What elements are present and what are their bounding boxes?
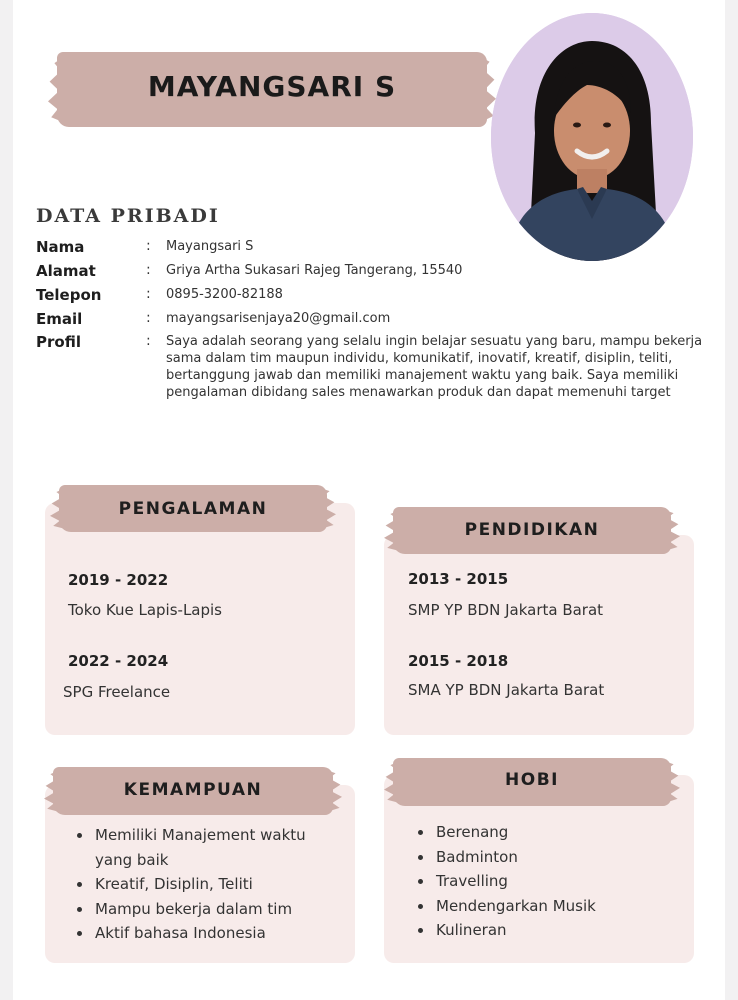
hobby-banner [393,758,671,806]
colon: : [146,310,151,326]
list-item: • Berenang [434,820,694,845]
skills-list [71,823,323,946]
colon: : [146,262,151,278]
info-label: Email [36,310,83,328]
list-item: • Travelling [434,869,694,894]
info-label: Alamat [36,262,96,280]
education-card [384,535,694,735]
colon: : [146,286,151,302]
info-value: Griya Artha Sukasari Rajeg Tangerang, 15540 [166,263,463,278]
info-value: Mayangsari S [166,239,254,254]
list-item: • Mampu bekerja dalam tim [93,897,323,922]
info-label: Nama [36,238,85,256]
education-heading: PENDIDIKAN [464,520,600,540]
experience-banner [59,485,327,532]
list-item: • Memiliki Manajement waktu yang baik [93,823,323,872]
info-label: Telepon [36,286,102,304]
profile-photo [491,13,693,261]
skills-heading: KEMAMPUAN [123,780,263,800]
list-item: • Mendengarkan Musik [434,894,694,919]
list-item: • Kulineran [434,918,694,943]
experience-place: Toko Kue Lapis-Lapis [68,601,222,619]
info-value: 0895-3200-82188 [166,287,283,302]
person-portrait-icon [491,13,693,261]
skills-banner [53,767,333,815]
info-value[interactable]: mayangsarisenjaya20@gmail.com [166,311,391,326]
list-item: • Badminton [434,845,694,870]
education-place: SMA YP BDN Jakarta Barat [408,681,605,699]
personal-data-heading: DATA PRIBADI [36,205,220,227]
name-banner [57,52,487,127]
hobby-heading: HOBI [505,770,559,790]
experience-years: 2022 - 2024 [68,652,169,670]
hobby-list [412,820,694,943]
experience-heading: PENGALAMAN [118,499,268,519]
resume-name: MAYANGSARI S [147,70,397,103]
info-value: Saya adalah seorang yang selalu ingin belajar sesuatu yang baru, mampu bekerja sama dalam tim maupun individu, komunikatif, inovatif, kreatif, disiplin, teliti, bertanggung jawab dan memiliki manajement waktu yang baik. Saya memiliki pengalaman dibidang sales menawarkan produk dan dapat memenuhi target [166,334,703,400]
colon: : [146,333,151,349]
education-years: 2013 - 2015 [408,570,509,588]
info-label: Profil [36,333,81,351]
colon: : [146,238,151,254]
resume-page [13,0,725,1000]
list-item: • Kreatif, Disiplin, Teliti [93,872,323,897]
education-place: SMP YP BDN Jakarta Barat [408,601,604,619]
experience-years: 2019 - 2022 [68,571,169,589]
experience-card [45,503,355,735]
experience-place: SPG Freelance [63,683,171,701]
list-item: • Aktif bahasa Indonesia [93,921,323,946]
education-years: 2015 - 2018 [408,652,509,670]
education-banner [393,507,671,554]
